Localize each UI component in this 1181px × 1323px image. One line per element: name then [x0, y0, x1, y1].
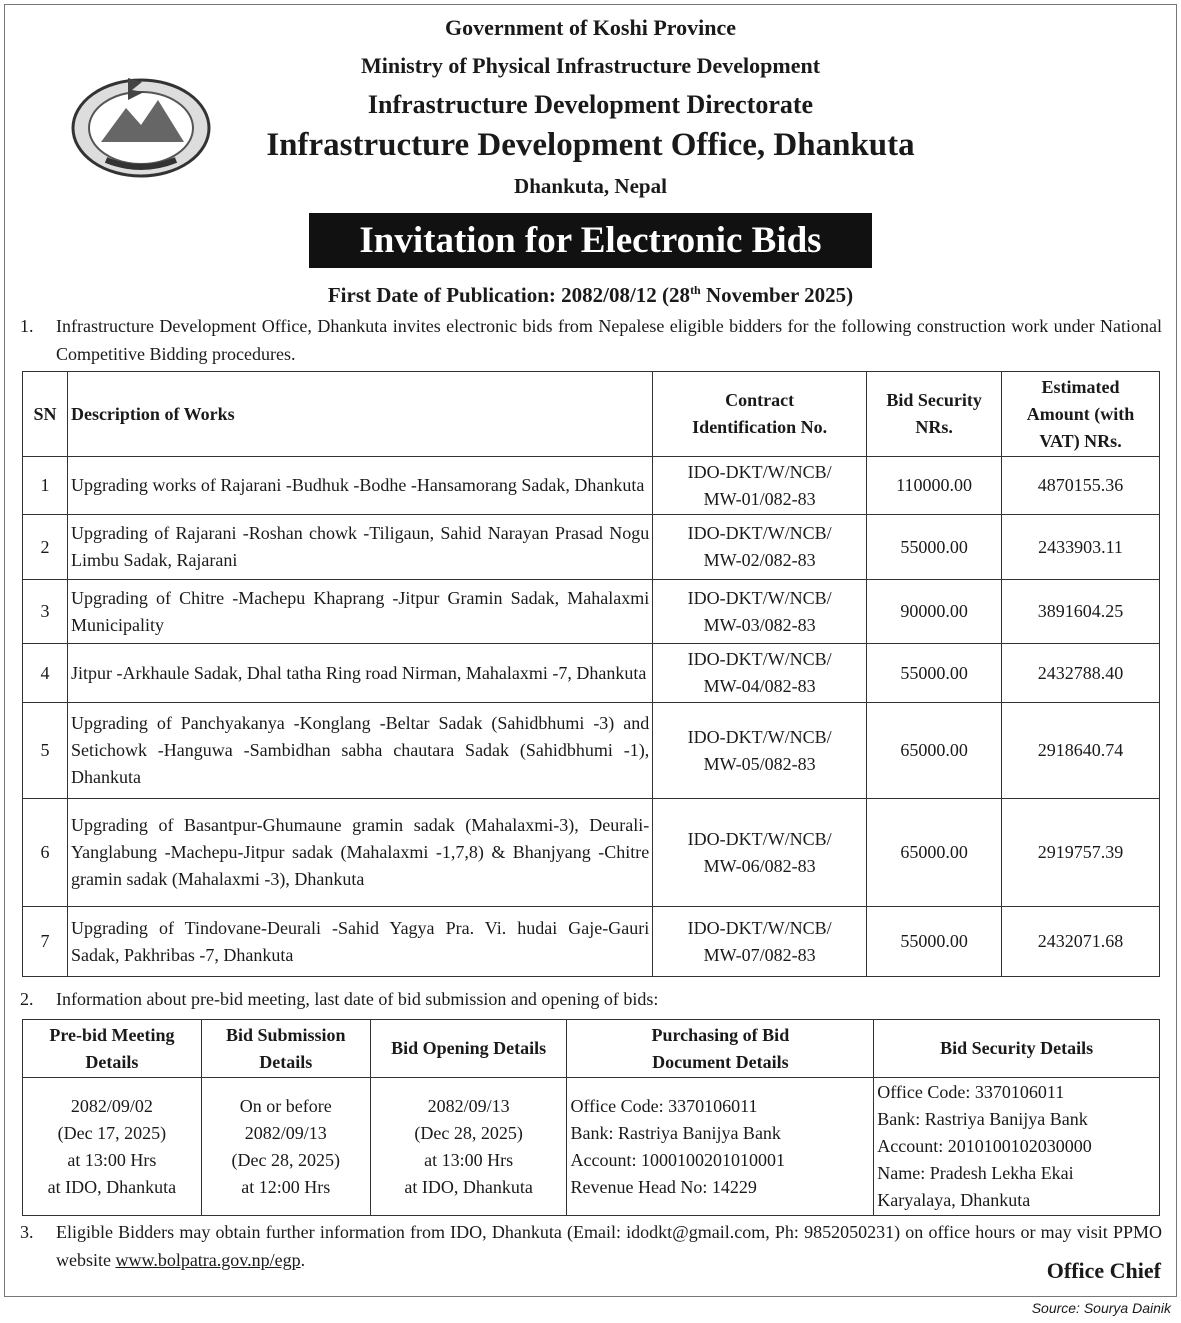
cell-contract-id: IDO-DKT/W/NCB/ MW-07/082-83: [653, 907, 867, 977]
publication-date: First Date of Publication: 2082/08/12 (28th November 2025): [327, 283, 854, 307]
cell-bid-security: 65000.00: [867, 703, 1002, 799]
col-sn: SN: [23, 372, 68, 457]
cell-estimated-amount: 2919757.39: [1002, 799, 1160, 907]
table-row: [23, 703, 1160, 799]
header-office: Infrastructure Development Office, Dhankuta: [266, 127, 915, 163]
cell-contract-id: IDO-DKT/W/NCB/ MW-04/082-83: [653, 644, 867, 703]
cell-sn: 4: [23, 644, 68, 703]
cell-sn: 5: [23, 703, 68, 799]
ppmo-website-link[interactable]: www.bolpatra.gov.np/egp: [115, 1250, 301, 1270]
cell-estimated-amount: 2918640.74: [1002, 703, 1160, 799]
cell-sn: 2: [23, 515, 68, 580]
header-government: Government of Koshi Province: [444, 15, 737, 40]
opening-cell: 2082/09/13 (Dec 28, 2025) at 13:00 Hrs at IDO, Dhankuta: [370, 1078, 567, 1216]
cell-description: Jitpur -Arkhaule Sadak, Dhal tatha Ring road Nirman, Mahalaxmi -7, Dhankuta: [67, 644, 652, 703]
table-row: [23, 580, 1160, 644]
cell-description: Upgrading of Tindovane-Deurali -Sahid Yagya Pra. Vi. hudai Gaje-Gauri Sadak, Pakhribas -7, Dhankuta: [67, 907, 652, 977]
cell-estimated-amount: 2432071.68: [1002, 907, 1160, 977]
cell-bid-security: 65000.00: [867, 799, 1002, 907]
cell-sn: 7: [23, 907, 68, 977]
header-location: Dhankuta, Nepal: [514, 174, 667, 198]
cell-estimated-amount: 2433903.11: [1002, 515, 1160, 580]
table-row: [23, 799, 1160, 907]
col-purchasing: Purchasing of Bid Document Details: [567, 1020, 874, 1078]
cell-description: Upgrading of Basantpur-Ghumaune gramin sadak (Mahalaxmi-3), Deurali-Yanglabung -Machepu-Jitpur sadak (Mahalaxmi -1,7,8) & Bhanjyang -Chitre gramin sadak (Mahalaxmi -3), Dhankuta: [67, 799, 652, 907]
col-prebid: Pre-bid Meeting Details: [23, 1020, 202, 1078]
col-description: Description of Works: [67, 372, 652, 457]
signature-office-chief: Office Chief: [1046, 1258, 1161, 1283]
submission-cell: On or before 2082/09/13 (Dec 28, 2025) at 12:00 Hrs: [201, 1078, 370, 1216]
header-ministry: Ministry of Physical Infrastructure Development: [360, 53, 821, 78]
works-table: [22, 371, 1160, 977]
cell-description: Upgrading of Chitre -Machepu Khaprang -Jitpur Gramin Sadak, Mahalaxmi Municipality: [67, 580, 652, 644]
col-bid-security: Bid Security NRs.: [867, 372, 1002, 457]
table-row: [23, 644, 1160, 703]
cell-sn: 6: [23, 799, 68, 907]
cell-bid-security: 110000.00: [867, 457, 1002, 515]
cell-description: Upgrading of Panchyakanya -Konglang -Beltar Sadak (Sahidbhumi -3) and Setichowk -Hanguwa -Sambidhan sabha chautara Sadak (Sahidbhumi -1), Dhankuta: [67, 703, 652, 799]
prebid-cell: 2082/09/02 (Dec 17, 2025) at 13:00 Hrs at IDO, Dhankuta: [23, 1078, 202, 1216]
paragraph-2: 2. Information about pre-bid meeting, last date of bid submission and opening of bids:: [20, 989, 659, 1009]
cell-estimated-amount: 4870155.36: [1002, 457, 1160, 515]
cell-bid-security: 55000.00: [867, 907, 1002, 977]
cell-contract-id: IDO-DKT/W/NCB/ MW-01/082-83: [653, 457, 867, 515]
header-directorate: Infrastructure Development Directorate: [367, 90, 814, 119]
col-submission: Bid Submission Details: [201, 1020, 370, 1078]
cell-bid-security: 90000.00: [867, 580, 1002, 644]
cell-sn: 1: [23, 457, 68, 515]
paragraph-1: 1. Infrastructure Development Office, Dhankuta invites electronic bids from Nepalese eligible bidders for the following construction work under National Competitive Bidding procedures.: [20, 316, 1162, 364]
col-opening: Bid Opening Details: [370, 1020, 567, 1078]
cell-sn: 3: [23, 580, 68, 644]
cell-contract-id: IDO-DKT/W/NCB/ MW-02/082-83: [653, 515, 867, 580]
cell-contract-id: IDO-DKT/W/NCB/ MW-03/082-83: [653, 580, 867, 644]
cell-contract-id: IDO-DKT/W/NCB/ MW-05/082-83: [653, 703, 867, 799]
cell-estimated-amount: 2432788.40: [1002, 644, 1160, 703]
cell-bid-security: 55000.00: [867, 644, 1002, 703]
security-cell: Office Code: 3370106011 Bank: Rastriya Banijya Bank Account: 2010100102030000 Name: Pradesh Lekha Ekai Karyalaya, Dhankuta: [874, 1078, 1160, 1216]
cell-description: Upgrading of Rajarani -Roshan chowk -Tiligaun, Sahid Narayan Prasad Nogu Limbu Sadak, Rajarani: [67, 515, 652, 580]
col-security: Bid Security Details: [874, 1020, 1160, 1078]
table-row: [23, 457, 1160, 515]
notice-title: Invitation for Electronic Bids: [309, 213, 872, 268]
bid-schedule-table: [22, 1019, 1160, 1216]
col-estimated-amount: Estimated Amount (with VAT) NRs.: [1002, 372, 1160, 457]
source-credit: Source: Sourya Dainik: [1031, 1300, 1171, 1316]
cell-bid-security: 55000.00: [867, 515, 1002, 580]
cell-estimated-amount: 3891604.25: [1002, 580, 1160, 644]
cell-description: Upgrading works of Rajarani -Budhuk -Bodhe -Hansamorang Sadak, Dhankuta: [67, 457, 652, 515]
paragraph-3: 3. Eligible Bidders may obtain further information from IDO, Dhankuta (Email: idodkt@gmail.com, Ph: 9852050231) on office hours or may visit PPMO website www.bolpatra.gov.np/egp.: [20, 1222, 1162, 1270]
col-contract-id: Contract Identification No.: [653, 372, 867, 457]
cell-contract-id: IDO-DKT/W/NCB/ MW-06/082-83: [653, 799, 867, 907]
purchasing-cell: Office Code: 3370106011 Bank: Rastriya Banijya Bank Account: 1000100201010001 Revenue Head No: 14229: [567, 1078, 874, 1216]
table-row: [23, 515, 1160, 580]
table-row: [23, 907, 1160, 977]
